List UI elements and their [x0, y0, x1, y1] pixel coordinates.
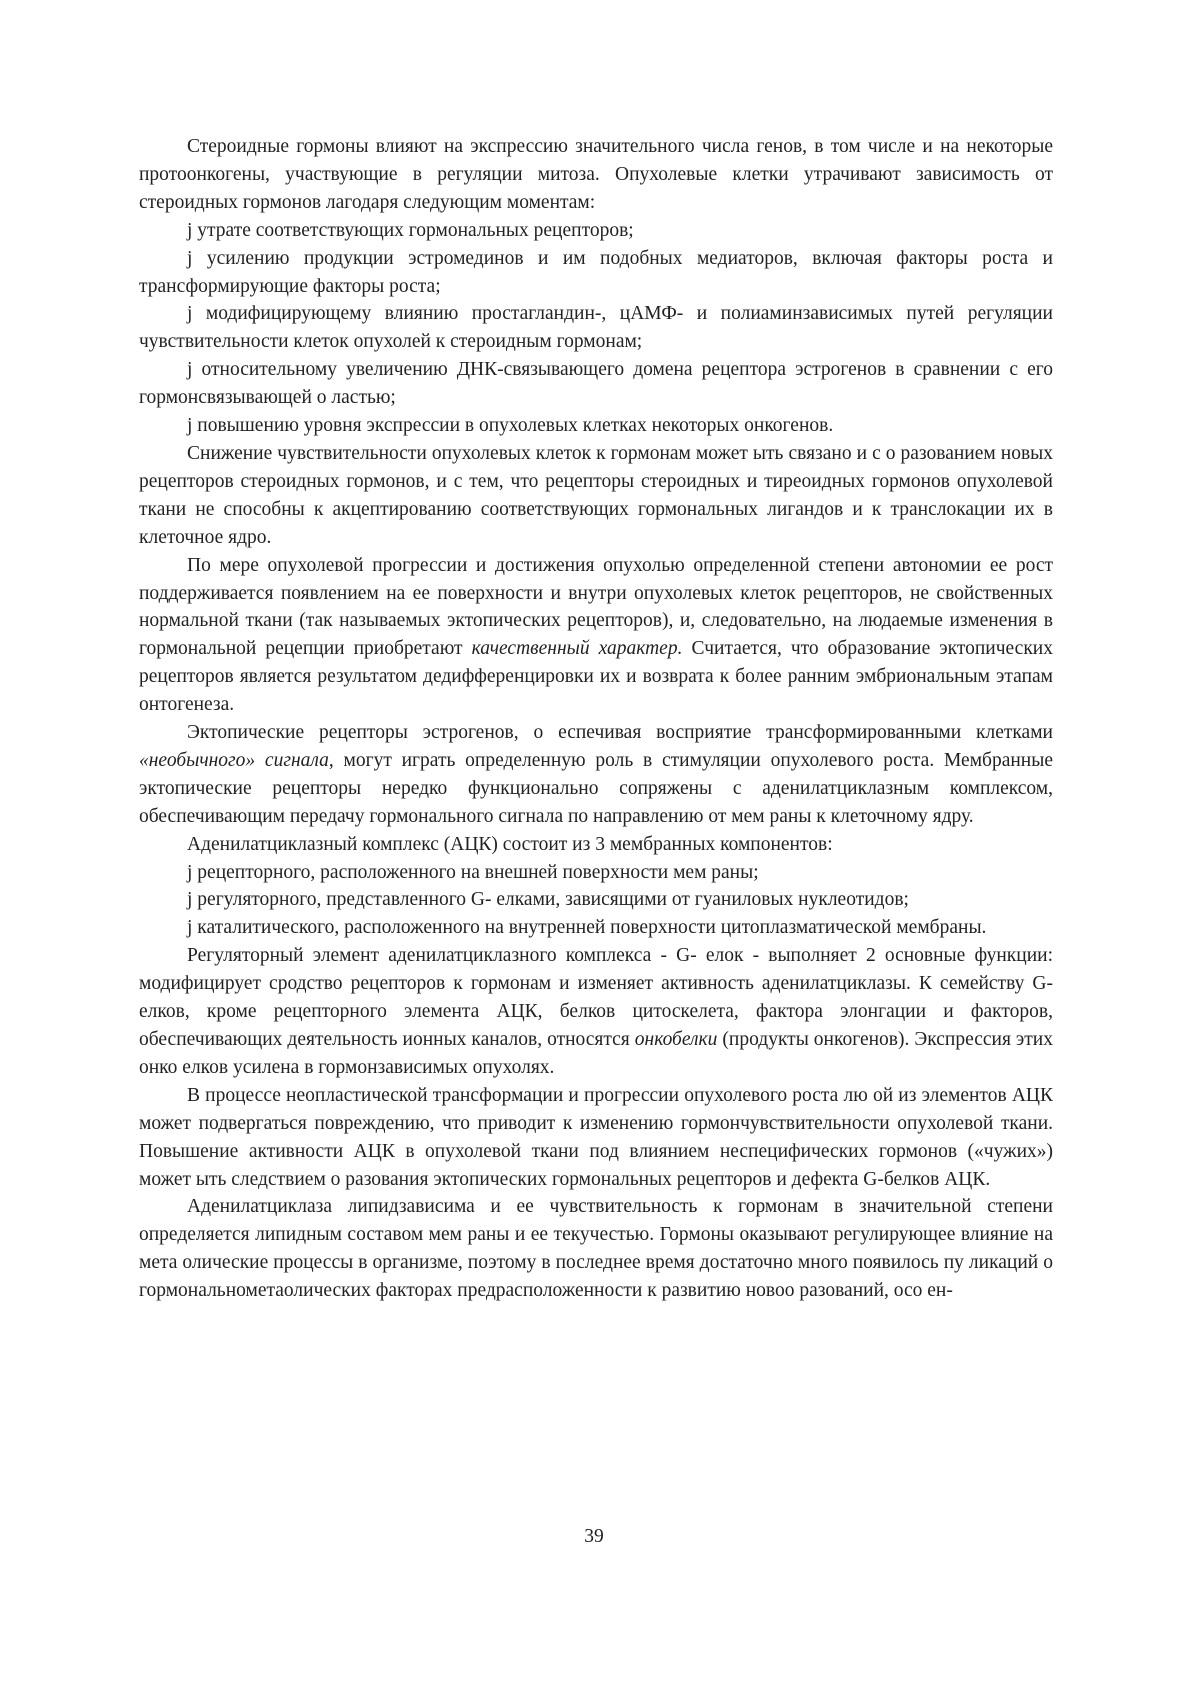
text-run: , могут играть определенную роль в стимуляции опухолевого роста. Мембранные эктопические рецепторы нередко функционально сопряжены с аденилатциклазным комплексом, обеспечивающим передачу гормонального сигнала по направлению от мем раны к клеточному ядру. [139, 749, 1053, 827]
paragraph: Аденилатциклазный комплекс (АЦК) состоит из 3 мембранных компонентов: [187, 833, 833, 855]
text-run: Считается, что образование эктопических рецепторов является результатом дедифференцировки их и возврата к более ранним эмбриональным этапам онтогенеза. [139, 638, 1053, 716]
italic-term: качественный характер. [471, 638, 683, 660]
list-item: j модифицирующему влиянию простагландин-, цАМФ- и полиаминзависимых путей регуляции чувствительности клеток опухолей к стероидным гормонам; [139, 303, 1053, 353]
text-run: Эктопические рецепторы эстрогенов, о еспечивая восприятие трансформированными клетками [187, 722, 1053, 744]
italic-term: «необычного» сигнала [139, 749, 329, 771]
text-run: По мере опухолевой прогрессии и достижения опухолью определенной степени автономии ее рост поддерживается появлением на ее поверхности и внутри опухолевых клеток рецепторов, не свойственных нормальной ткани (так называемых эктопических рецепторов), и, следовательно, на людаемые изменения в гормональной рецепции приобретают [139, 554, 1053, 660]
list-item: j усилению продукции эстромединов и им подобных медиаторов, включая факторы роста и трансформирующие факторы роста; [139, 247, 1053, 297]
list-item: j утрате соответствующих гормональных рецепторов; [187, 219, 634, 241]
text-run: Регуляторный элемент аденилатциклазного комплекса - G- елок - выполняет 2 основные функции: модифицирует сродство рецепторов к гормонам и изменяет активность аденилатциклазы. К семейству G- елков, кроме рецепторного элемента АЦК, белков цитоскелета, фактора элонгации и факторов, обеспечивающих деятельность ионных каналов, относятся [139, 945, 1053, 1050]
list-item: j повышению уровня экспрессии в опухолевых клетках некоторых онкогенов. [187, 415, 834, 437]
paragraph: Стероидные гормоны влияют на экспрессию значительного числа генов, в том числе и на некоторые протоонкогены, участвующие в регуляции митоза. Опухолевые клетки утрачивают зависимость от стероидных гормонов лагодаря следующим моментам: [139, 136, 1053, 213]
paragraph: В процессе неопластической трансформации и прогрессии опухолевого роста лю ой из элементов АЦК может подвергаться повреждению, что приводит к изменению гормончувствительности опухолевой ткани. Повышение активности АЦК в опухолевой ткани под влиянием неспецифических гормонов («чужих») может ыть следствием о разования эктопических гормональных рецепторов и дефекта G-белков АЦК. [139, 1084, 1053, 1190]
document-body [139, 133, 1053, 1305]
list-item: j относительному увеличению ДНК-связывающего домена рецептора эстрогенов в сравнении с его гормонсвязывающей о ластью; [139, 359, 1053, 409]
list-item: j регуляторного, представленного G- елками, зависящими от гуаниловых нуклеотидов; [187, 889, 909, 911]
text-run: (продукты онкогенов). Экспрессия этих онко елков усилена в гормонзависимых опухолях. [139, 1029, 1053, 1078]
paragraph [139, 942, 1053, 1082]
page-number: 39 [584, 1526, 604, 1547]
list-item: j рецепторного, расположенного на внешней поверхности мем раны; [187, 861, 759, 883]
list-item: j каталитического, расположенного на внутренней поверхности цитоплазматической мембраны. [187, 917, 987, 939]
paragraph: Аденилатциклаза липидзависима и ее чувствительность к гормонам в значительной степени определяется липидным составом мем раны и ее текучестью. Гормоны оказывают регулирующее влияние на мета олические процессы в организме, поэтому в последнее время достаточно много появилось пу ликаций о гормональнометаолических факторах предрасположенности к развитию новоо разований, осо ен- [139, 1196, 1053, 1302]
paragraph: Снижение чувствительности опухолевых клеток к гормонам может ыть связано и с о разованием новых рецепторов стероидных гормонов, и с тем, что рецепторы стероидных и тиреоидных гормонов опухолевой ткани не способны к акцептированию соответствующих гормональных лигандов и к транслокации их в клеточное ядро. [139, 442, 1053, 548]
paragraph [139, 719, 1053, 831]
paragraph [139, 552, 1053, 719]
italic-term: онкобелки [634, 1029, 718, 1050]
